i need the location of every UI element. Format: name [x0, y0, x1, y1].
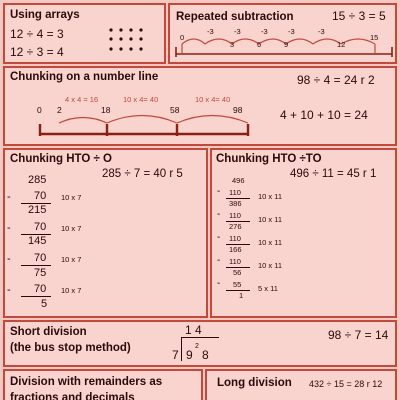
panel-chunking-number-line	[3, 66, 397, 146]
hto-o-start: 285	[28, 174, 47, 186]
hto-to-equation: 496 ÷ 11 = 45 r 1	[290, 168, 377, 180]
tick-15: 15	[370, 33, 379, 42]
hto-o-sub-4: 70	[34, 283, 47, 295]
remainders-subtitle: fractions and decimals	[10, 392, 135, 400]
tick-9: 9	[284, 40, 289, 49]
minus-sign: -	[217, 278, 221, 289]
hto-o-line-3	[21, 265, 51, 266]
short-div-digit-2: 8	[202, 348, 209, 362]
hto-to-line-5	[226, 290, 250, 291]
panel-remainders	[3, 369, 203, 400]
chunk-tick-0: 0	[37, 105, 42, 115]
hto-o-rem-4: 5	[41, 298, 48, 310]
chunk-jump-3: 10 x 4= 40	[195, 95, 231, 104]
chunk-number-line	[5, 106, 265, 146]
hto-o-sub-3: 70	[34, 252, 47, 264]
hto-o-sub-2: 70	[34, 221, 47, 233]
tick-0: 0	[180, 33, 185, 42]
short-div-title: Short division	[10, 326, 87, 338]
panel-chunking-hto-o	[3, 148, 208, 318]
hto-to-note-3: 10 x 11	[258, 238, 283, 247]
hto-to-note-1: 10 x 11	[258, 192, 283, 201]
hto-o-sub-1: 70	[34, 190, 47, 202]
minus-sign: -	[7, 284, 11, 296]
chunk-line-title: Chunking on a number line	[10, 71, 159, 83]
arrays-equation-2: 12 ÷ 3 = 4	[10, 45, 64, 59]
chunk-tick-2: 2	[57, 105, 62, 115]
hto-o-rem-3: 75	[34, 267, 47, 279]
long-div-equation: 432 ÷ 15 = 28 r 12	[309, 379, 383, 389]
short-div-quotient: 1 4	[185, 323, 202, 337]
hto-to-note-4: 10 x 11	[258, 261, 283, 270]
hto-o-note-4: 10 x 7	[61, 286, 82, 295]
chunk-jump-2: 10 x 4= 40	[123, 95, 159, 104]
panel-using-arrays	[3, 3, 166, 64]
hto-to-sub-4: 110	[229, 257, 241, 266]
short-div-divisor: 7	[172, 348, 179, 362]
hto-to-sub-2: 110	[229, 211, 241, 220]
minus-sign: -	[217, 186, 221, 197]
hto-to-sub-1: 110	[229, 188, 241, 197]
panel-short-division	[3, 320, 397, 367]
chunk-tick-58: 58	[170, 105, 180, 115]
tick-3: 3	[230, 40, 235, 49]
short-div-equation: 98 ÷ 7 = 14	[328, 328, 389, 342]
minus-sign: -	[217, 209, 221, 220]
hto-to-rem-5: 1	[239, 291, 244, 300]
hto-o-rem-1: 215	[28, 204, 47, 216]
hto-to-start: 496	[232, 176, 245, 185]
hto-o-note-2: 10 x 7	[61, 224, 82, 233]
hto-o-note-1: 10 x 7	[61, 193, 82, 202]
hto-o-line-4	[21, 296, 51, 297]
arrays-title: Using arrays	[10, 9, 80, 21]
chunk-tick-98: 98	[233, 105, 243, 115]
hto-to-title: Chunking HTO ÷TO	[216, 153, 322, 165]
tick-12: 12	[337, 40, 346, 49]
hto-to-note-2: 10 x 11	[258, 215, 283, 224]
hto-to-sub-3: 110	[229, 234, 241, 243]
hto-to-rem-2: 276	[229, 222, 242, 231]
hto-to-rem-3: 166	[229, 245, 242, 254]
repeated-title: Repeated subtraction	[176, 11, 294, 23]
hto-o-equation: 285 ÷ 7 = 40 r 5	[102, 168, 183, 180]
repeated-equation: 15 ÷ 3 = 5	[332, 9, 386, 23]
remainders-title: Division with remainders as	[10, 376, 163, 388]
minus-sign: -	[217, 255, 221, 266]
short-div-carry: 2	[195, 343, 199, 350]
panel-repeated-subtraction	[168, 3, 397, 64]
hto-to-sub-5: 55	[233, 280, 242, 289]
hto-to-rem-1: 386	[229, 199, 242, 208]
jump-3: -3	[261, 27, 268, 36]
hto-to-note-5: 5 x 11	[258, 284, 278, 293]
short-div-subtitle: (the bus stop method)	[10, 342, 131, 354]
hto-o-rem-2: 145	[28, 235, 47, 247]
long-div-title: Long division	[217, 377, 292, 389]
hto-to-rem-4: 56	[233, 268, 242, 277]
short-div-digit-1: 9	[186, 348, 193, 362]
chunk-sum: 4 + 10 + 10 = 24	[280, 108, 368, 122]
hto-o-title: Chunking HTO ÷ O	[10, 153, 112, 165]
chunk-jump-1: 4 x 4 = 16	[65, 95, 99, 104]
panel-long-division	[205, 369, 397, 400]
jump-4: -3	[288, 27, 295, 36]
panel-chunking-hto-to	[210, 148, 397, 318]
arrays-equation-1: 12 ÷ 4 = 3	[10, 27, 64, 41]
hto-o-note-3: 10 x 7	[61, 255, 82, 264]
minus-sign: -	[217, 232, 221, 243]
tick-6: 6	[257, 40, 262, 49]
chunk-tick-18: 18	[101, 105, 111, 115]
minus-sign: -	[7, 191, 11, 203]
minus-sign: -	[7, 253, 11, 265]
jump-1: -3	[207, 27, 214, 36]
jump-5: -3	[318, 27, 325, 36]
chunk-line-equation: 98 ÷ 4 = 24 r 2	[297, 73, 375, 87]
jump-2: -3	[234, 27, 241, 36]
minus-sign: -	[7, 222, 11, 234]
dot-array	[108, 27, 148, 57]
